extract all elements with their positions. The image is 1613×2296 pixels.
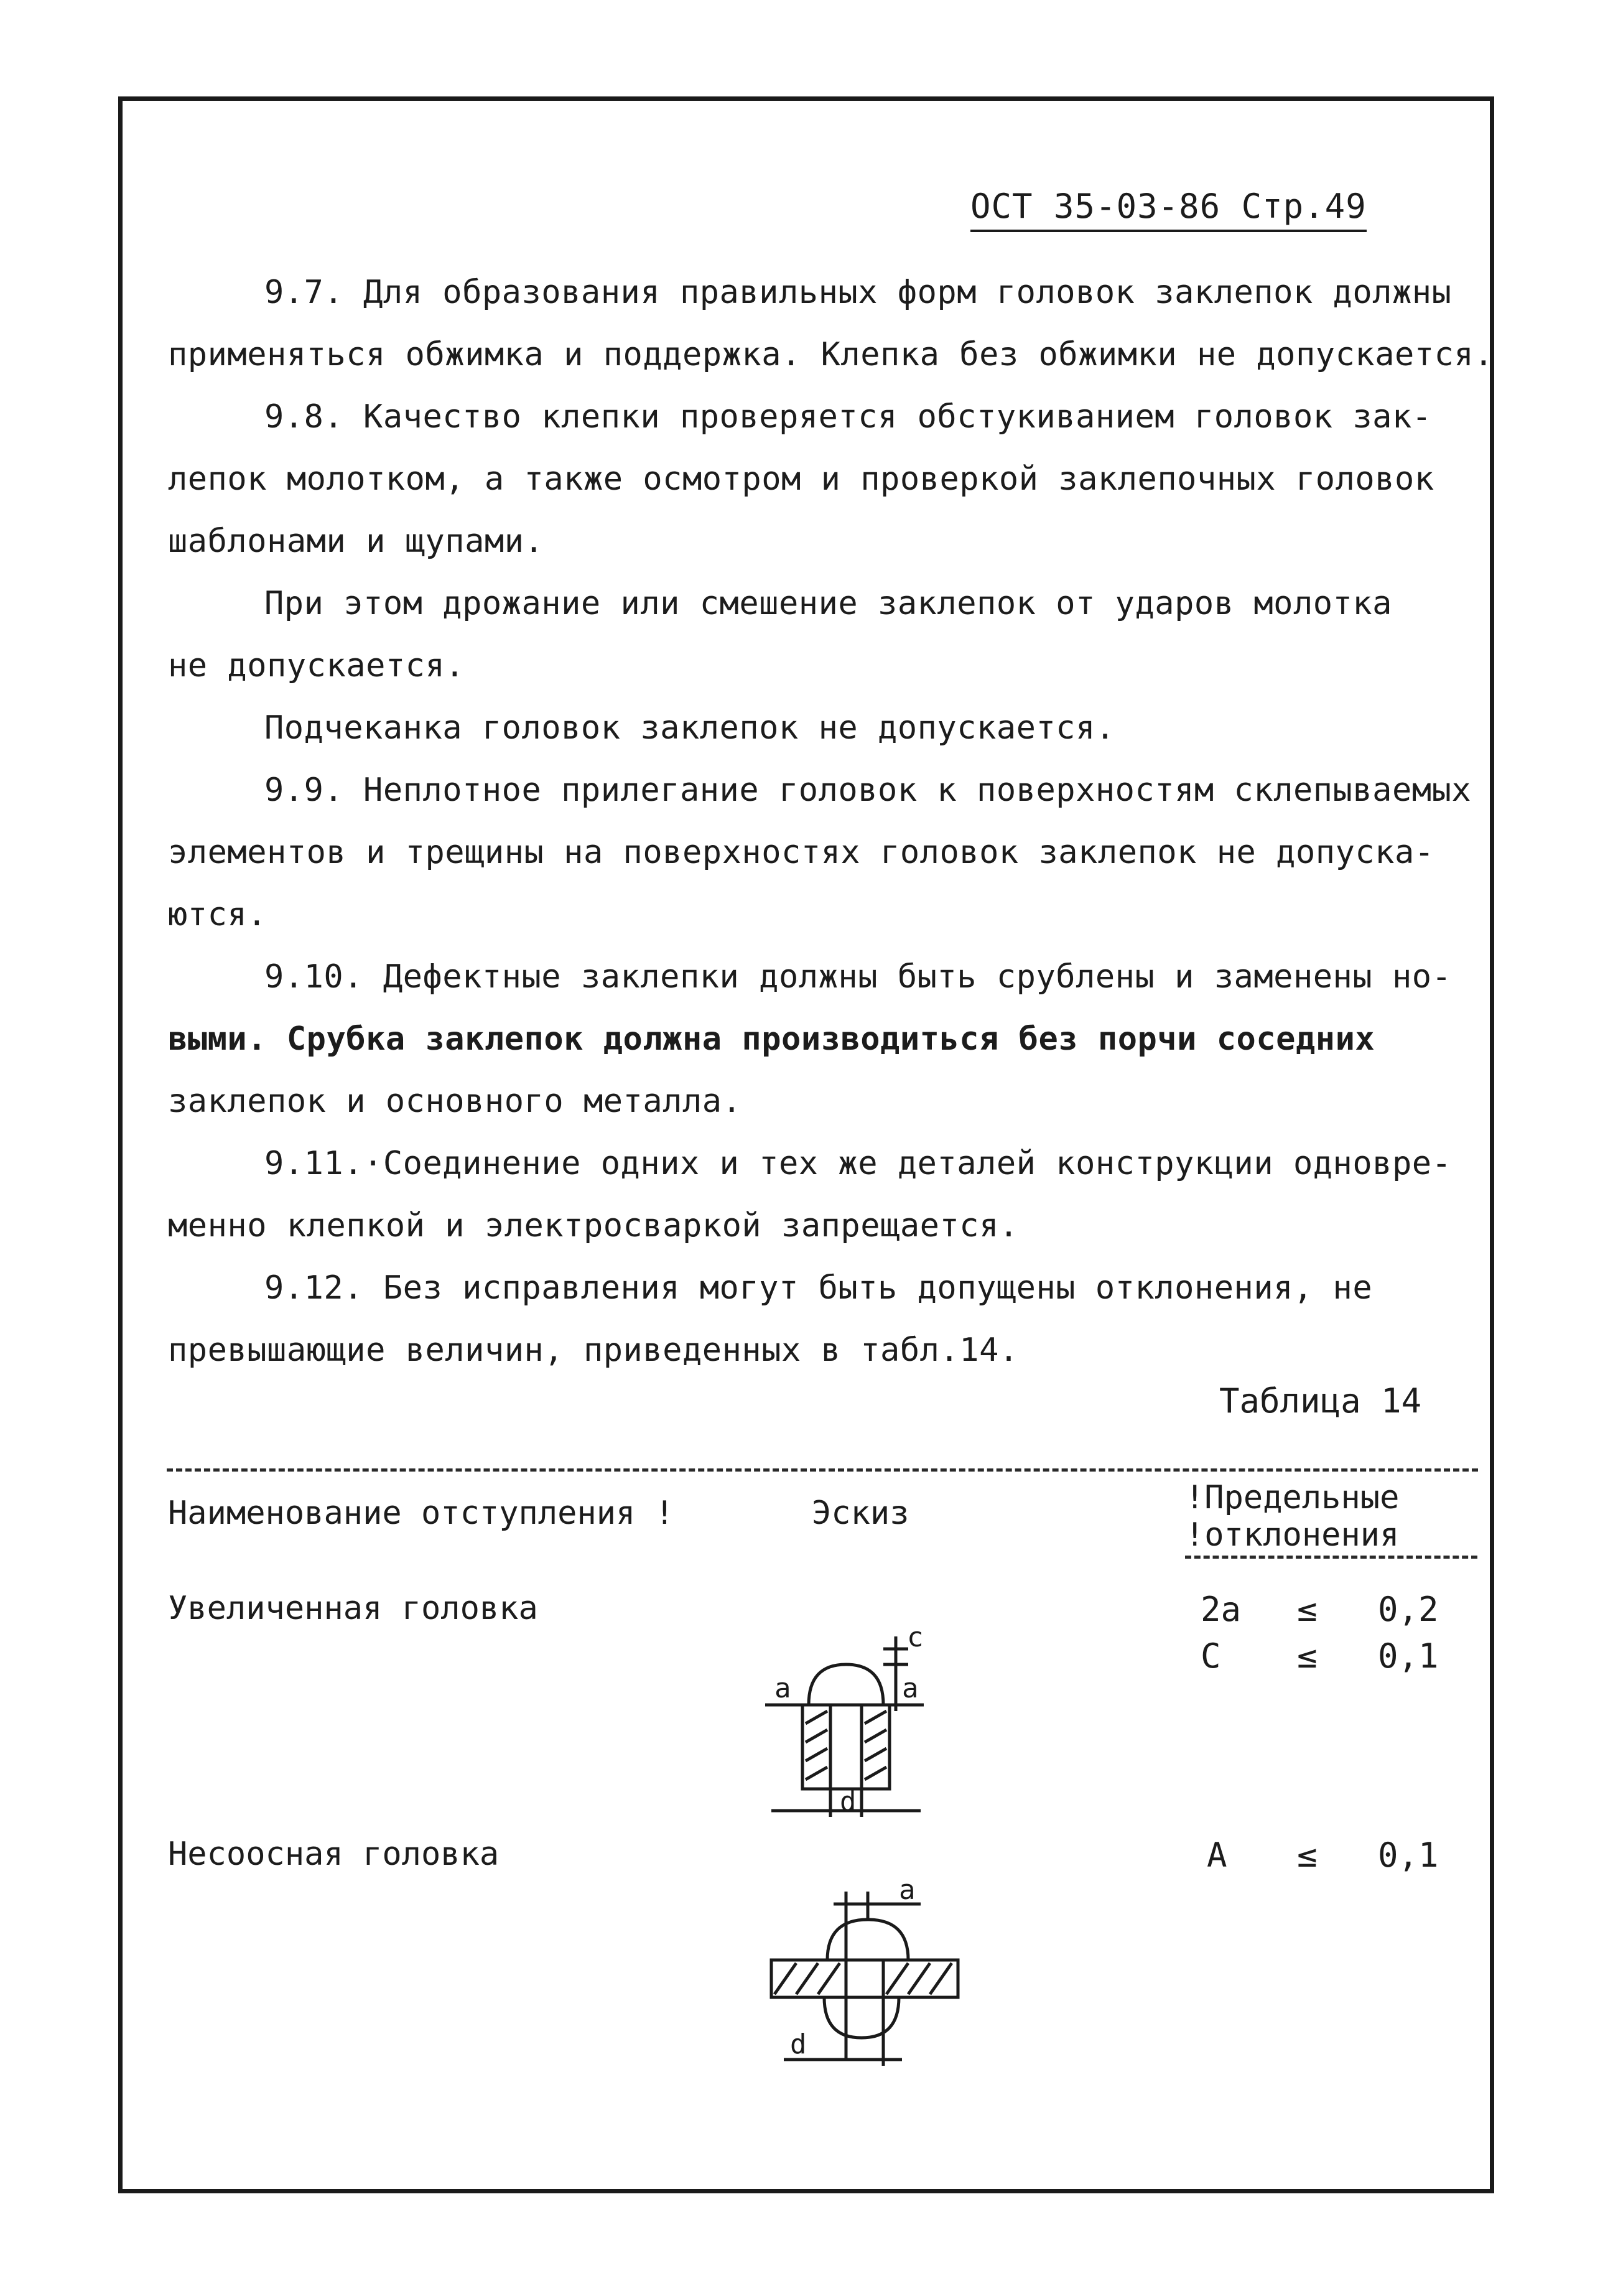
paragraph-9-8-line-2: лепок молотком, а также осмотром и проверкой заклепочных головок [168,460,1434,498]
paragraph-9-8-line-3: шаблонами и щупами. [168,523,544,560]
paragraph-9-9-line-2: элементов и трещины на поверхностях головок заклепок не допуска- [168,834,1434,871]
document-code-header: ОСТ 35-03-86 Стр.49 [970,187,1367,232]
table-header-rule [1185,1556,1477,1559]
paragraph-9-10-line-1: 9.10. Дефектные заклепки должны быть срублены и заменены но- [264,958,1452,996]
sketch-label-c: c [907,1624,924,1653]
misaligned-rivet-head-sketch [746,1879,970,2084]
paragraph-9-10-line-3: заклепок и основного металла. [168,1083,742,1120]
deviation-symbol: C [1201,1636,1221,1676]
column-header-name: Наименование отступления ! [168,1495,674,1532]
paragraph-caulking: Подчеканка головок заклепок не допускается. [264,709,1115,747]
deviation-relation: ≤ [1297,1636,1318,1676]
sketch-label-d: d [790,2028,807,2060]
row-label-enlarged-head: Увеличенная головка [168,1590,538,1627]
column-header-sketch: Эскиз [812,1495,909,1532]
deviation-value: 0,1 [1378,1636,1439,1676]
paragraph-9-12-line-2: превышающие величин, приведенных в табл.14. [168,1332,1019,1369]
paragraph-shaking-line-1: При этом дрожание или смешение заклепок от ударов молотка [264,585,1392,622]
paragraph-9-11-line-1: 9.11.·Соединение одних и тех же деталей конструкции одновре- [264,1145,1452,1182]
column-header-limits-line-2: !отклонения [1185,1516,1400,1554]
sketch-label-d: d [840,1786,857,1818]
sketch-label-a: a [902,1673,919,1704]
paragraph-9-7-line-1: 9.7. Для образования правильных форм головок заклепок должны [264,274,1452,311]
paragraph-9-11-line-2: менно клепкой и электросваркой запрещается. [168,1207,1019,1244]
paragraph-9-7-line-2: применяться обжимка и поддержка. Клепка без обжимки не допускается. [168,336,1494,373]
paragraph-9-10-line-2: выми. Срубка заклепок должна производиться без порчи соседних [168,1020,1375,1058]
paragraph-9-9-line-1: 9.9. Неплотное прилегание головок к поверхностям склепываемых [264,772,1472,809]
deviation-relation: ≤ [1297,1836,1318,1875]
enlarged-rivet-head-sketch [746,1624,933,1823]
deviation-symbol: 2a [1201,1590,1242,1629]
deviation-value: 0,1 [1378,1836,1439,1875]
table-title: Таблица 14 [1219,1381,1422,1421]
paragraph-9-12-line-1: 9.12. Без исправления могут быть допущены отклонения, не [264,1269,1373,1307]
deviation-value: 0,2 [1378,1590,1439,1629]
paragraph-9-9-line-3: ются. [168,896,267,933]
paragraph-shaking-line-2: не допускается. [168,647,465,684]
deviation-symbol: A [1207,1836,1227,1875]
deviation-relation: ≤ [1297,1590,1318,1629]
sketch-label-a: a [899,1879,916,1906]
row-label-misaligned-head: Несоосная головка [168,1836,500,1873]
column-header-limits-line-1: !Предельные [1185,1479,1400,1516]
table-top-rule [167,1468,1478,1472]
paragraph-9-8-line-1: 9.8. Качество клепки проверяется обстукиванием головок зак- [264,398,1432,436]
sketch-label-a: a [774,1673,791,1704]
